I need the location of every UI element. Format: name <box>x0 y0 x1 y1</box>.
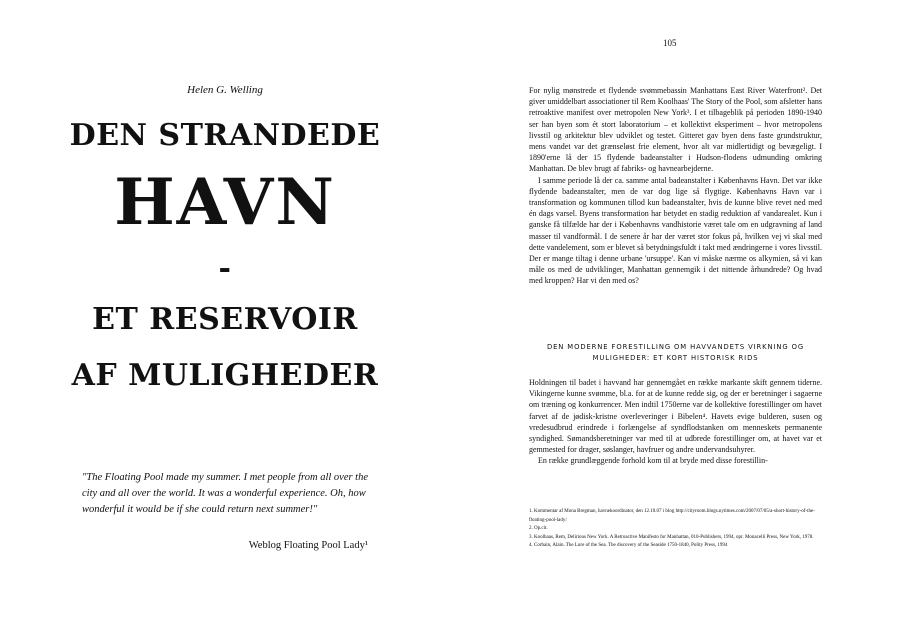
page-number: 105 <box>663 38 677 48</box>
section-text <box>529 377 822 467</box>
intro-text <box>529 85 822 287</box>
footnote: 4. Corbain, Alain. The Lure of the Sea. The discovery of the Seaside 1750-1840, Polity Press, 1994 <box>529 543 728 549</box>
paragraph: En række grundlæggende forhold kom til at bryde med disse forestillin- <box>538 456 768 466</box>
footnotes <box>529 508 822 551</box>
title-line-3: ET RESERVOIR <box>92 302 358 337</box>
right-page <box>450 0 900 636</box>
section-heading: DEN MODERNE FORESTILLING OM HAVVANDETS VIRKNING OG MULIGHEDER: ET KORT HISTORISK RIDS <box>546 343 805 362</box>
paragraph: I samme periode lå der ca. samme antal badeanstalter i Københavns Havn. Det var ikke flydende badeanstalter, men de var dog lige så flygtige. Københavns Havn var i transformation og kommunen tillod kun badeanstalter, hvis de kunne blive revet ned med én dags varsel. Byens transformation har betydet en stadig reduktion af vandarealet. Kun i ganske få tilfælde har der i Københavns vandhistorie været tale om en udgravning af land masser til vandformål. I de senere år har der været stor fokus på, hvilken vej vi skal med dette vandelement, som er blevet så betydningsfuldt i takt med ændringerne i vores livsstil. Der er mange tiltag i denne urbane 'ursuppe'. Kan vi måske nærme os alkymien, så vi kan måle os med de udviklinger, Manhattan gennemgik i det nittende århundrede? Og hvad med kroppen? Har vi den med os? <box>529 175 822 286</box>
footnote: 2. Op.cit. <box>529 526 548 532</box>
paragraph: For nylig mønstrede et flydende svømmebassin Manhattans East River Waterfront². Det giver umiddelbart associationer til Rem Koolhaas' The Story of the Pool, som afsletter hans retroaktive manifest over metropolen New York³. I et tilbageblik på perioden 1890-1940 ser han byen som ét stort laboratorium – et kollektivt eksperiment – hvor metropolens livsstil og arkitektur blev udviklet og testet. Gitteret gav byen dens faste grundstruktur, mens vandet var det grænseløst frie element, hvor alt var midlertidigt og bevægeligt. I 1890'erne lå der 15 flydende badeanstalter i Hudson-flodens udmunding omkring Manhattan. De blev brugt af fabriks- og havnearbejderne. <box>529 86 822 174</box>
paragraph: Holdningen til badet i havvand har gennemgået en række markante skift gennem tiderne. Vikingerne kunne svømme, bl.a. for at de kunne redde sig, og der er beretninger i sagaerne om træning og konkurrencer. Men indtil 1750erne var de kollektive forestillinger om havet farvet af de jødisk-kristne overleveringer i Bibelen⁴. Havets evige bulderen, susen og vredesudbrud erindrede i forlængelse af syndflodstanken om menneskets permanente syndighed. Sømandsberetninger var med til at udbrede forestillinger om, at havet var et gemmested for drager, søslanger, havfruer og andre undervandsuhyrer. <box>529 378 822 455</box>
title-dash: - <box>218 251 232 286</box>
footnote: 1. Kommentar af Mona Bregman, havnekoordinator, den 12.10.07 i blog http://cityroom.blogs.nytimes.com/2007/07/05/a-short-history-of-the-floating-pool-lady/ <box>529 509 815 523</box>
title-line-1: DEN STRANDEDE <box>69 118 381 153</box>
epigraph-quote: "The Floating Pool made my summer. I met people from all over the city and all over the world. It was a wonderful experience. Oh, how wonderful it would be if she could return next summer!" <box>82 472 369 515</box>
title-line-4: AF MULIGHEDER <box>71 358 379 393</box>
footnote: 3. Koolhaas, Rem, Delirious New York. A Retroactive Manifesto for Manhattan, 010-Publishers, 1994, opr. Monacelli Press, New York, 1978. <box>529 534 814 540</box>
epigraph-source: Weblog Floating Pool Lady¹ <box>248 540 368 551</box>
author-name: Helen G. Welling <box>187 84 263 96</box>
title-line-2: HAVN <box>114 165 336 240</box>
